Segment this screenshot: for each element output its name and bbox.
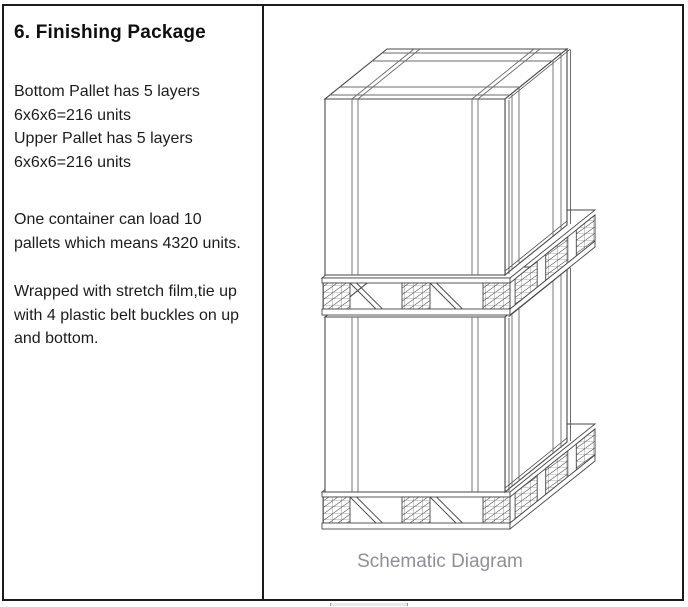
hatched-block	[402, 497, 430, 523]
text-line: and bottom.	[14, 330, 99, 348]
text-line: pallets which means 4320 units.	[14, 234, 241, 252]
section-title: 6. Finishing Package	[14, 22, 206, 43]
text-line: with 4 plastic belt buckles on up	[14, 306, 240, 324]
text-line: Bottom Pallet has 5 layers	[14, 83, 200, 100]
hatched-block	[402, 283, 430, 309]
text-line: 6x6x6=216 units	[14, 106, 131, 124]
container-load-paragraph	[14, 208, 256, 255]
pallet-stack-schematic	[264, 0, 688, 607]
diagram-caption: Schematic Diagram	[357, 551, 523, 572]
hatched-block	[323, 497, 350, 523]
partial-next-row-artifact	[330, 603, 408, 606]
text-line: Upper Pallet has 5 layers	[14, 130, 193, 148]
hatched-block	[323, 283, 350, 309]
upper-strapped-box	[325, 49, 571, 275]
pallet-layers-paragraph	[14, 80, 256, 175]
wrapping-paragraph	[14, 280, 256, 351]
text-line: 6x6x6=216 units	[14, 154, 131, 172]
text-cell	[4, 6, 262, 599]
pallet-bottom-deck	[322, 523, 510, 529]
text-line: Wrapped with stretch film,tie up	[14, 283, 237, 300]
text-line: One container can load 10	[14, 211, 202, 228]
hatched-block	[483, 283, 510, 309]
pallet-bottom-deck	[322, 309, 510, 315]
hatched-block	[483, 497, 510, 523]
